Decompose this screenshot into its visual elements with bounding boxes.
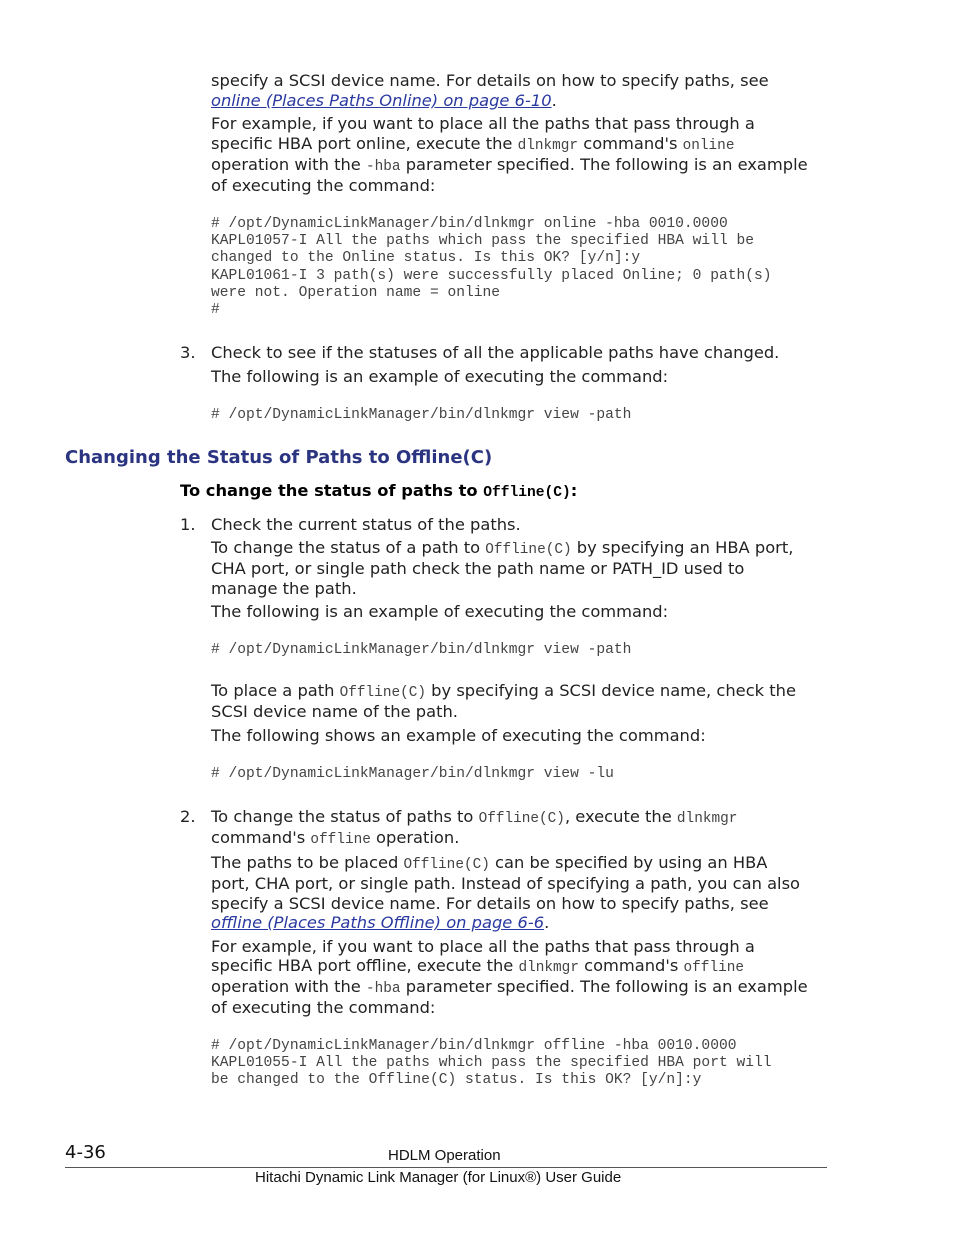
step-2-link-line: offline (Places Paths Offline) on page 6-6. bbox=[211, 913, 550, 932]
step-2-para-c-2: specific HBA port offline, execute the dlnkmgr command's offline bbox=[211, 956, 744, 976]
view-path-command-example: # /opt/DynamicLinkManager/bin/dlnkmgr view -path bbox=[211, 407, 632, 423]
footer-book-title: Hitachi Dynamic Link Manager (for Linux®) User Guide bbox=[255, 1169, 622, 1186]
step-1-para-d: The following shows an example of executing the command: bbox=[211, 726, 706, 745]
offline-command-example: # /opt/DynamicLinkManager/bin/dlnkmgr offline -hba 0010.0000 KAPL01055-I All the paths which pass the specified HBA port will be changed to the Offline(C) status. Is this OK? [y/n]:y bbox=[211, 1038, 772, 1089]
page-number: 4-36 bbox=[65, 1142, 106, 1163]
step-number: 2. bbox=[180, 807, 196, 826]
step-2-para-b-1: The paths to be placed Offline(C) can be specified by using an HBA bbox=[211, 853, 768, 873]
view-lu-command-example: # /opt/DynamicLinkManager/bin/dlnkmgr view -lu bbox=[211, 766, 614, 782]
section-heading: Changing the Status of Paths to Offline(C) bbox=[65, 447, 493, 468]
step-number: 1. bbox=[180, 515, 196, 534]
intro-link-line: online (Places Paths Online) on page 6-10. bbox=[211, 91, 557, 110]
intro-example-line-2: specific HBA port online, execute the dlnkmgr command's online bbox=[211, 134, 735, 154]
intro-line: specify a SCSI device name. For details on how to specify paths, see bbox=[211, 71, 769, 90]
footer-section-title: HDLM Operation bbox=[388, 1147, 501, 1164]
step-2-para-b-3: specify a SCSI device name. For details on how to specify paths, see bbox=[211, 894, 769, 913]
step-1-para-c-2: SCSI device name of the path. bbox=[211, 702, 458, 721]
step-2-line-1: To change the status of paths to Offline(C), execute the dlnkmgr bbox=[211, 807, 738, 827]
step-1-para-c-1: To place a path Offline(C) by specifying a SCSI device name, check the bbox=[211, 681, 796, 701]
intro-example-line-3: operation with the -hba parameter specified. The following is an example bbox=[211, 155, 808, 175]
step-2-para-c-1: For example, if you want to place all the paths that pass through a bbox=[211, 937, 755, 956]
step-2-line-2: command's offline operation. bbox=[211, 828, 460, 848]
step-1-text: Check the current status of the paths. bbox=[211, 515, 521, 534]
online-command-link[interactable]: online (Places Paths Online) on page 6-10 bbox=[211, 91, 552, 110]
offline-command-link[interactable]: offline (Places Paths Offline) on page 6-6 bbox=[211, 913, 545, 932]
step-1-para-b: The following is an example of executing the command: bbox=[211, 602, 669, 621]
step-3-text-2: The following is an example of executing the command: bbox=[211, 367, 669, 386]
step-2-para-b-2: port, CHA port, or single path. Instead of specifying a path, you can also bbox=[211, 874, 801, 893]
step-1-para-a-2: CHA port, or single path check the path name or PATH_ID used to bbox=[211, 559, 745, 578]
step-3-text: Check to see if the statuses of all the applicable paths have changed. bbox=[211, 343, 780, 362]
online-command-example: # /opt/DynamicLinkManager/bin/dlnkmgr online -hba 0010.0000 KAPL01057-I All the paths which pass the specified HBA will be changed to the Online status. Is this OK? [y/n]:y KAPL01061-I 3 path(s) were successfully placed Online; 0 path(s) were not. Operation name = online # bbox=[211, 216, 772, 319]
footer-divider bbox=[65, 1167, 827, 1168]
view-path-command-example: # /opt/DynamicLinkManager/bin/dlnkmgr view -path bbox=[211, 642, 632, 658]
step-number: 3. bbox=[180, 343, 196, 362]
step-1-para-a-1: To change the status of a path to Offline(C) by specifying an HBA port, bbox=[211, 538, 794, 558]
procedure-heading: To change the status of paths to Offline(C): bbox=[180, 481, 578, 501]
intro-example-line-1: For example, if you want to place all the paths that pass through a bbox=[211, 114, 755, 133]
step-1-para-a-3: manage the path. bbox=[211, 579, 357, 598]
intro-example-line-4: of executing the command: bbox=[211, 176, 436, 195]
step-2-para-c-4: of executing the command: bbox=[211, 998, 436, 1017]
step-2-para-c-3: operation with the -hba parameter specified. The following is an example bbox=[211, 977, 808, 997]
